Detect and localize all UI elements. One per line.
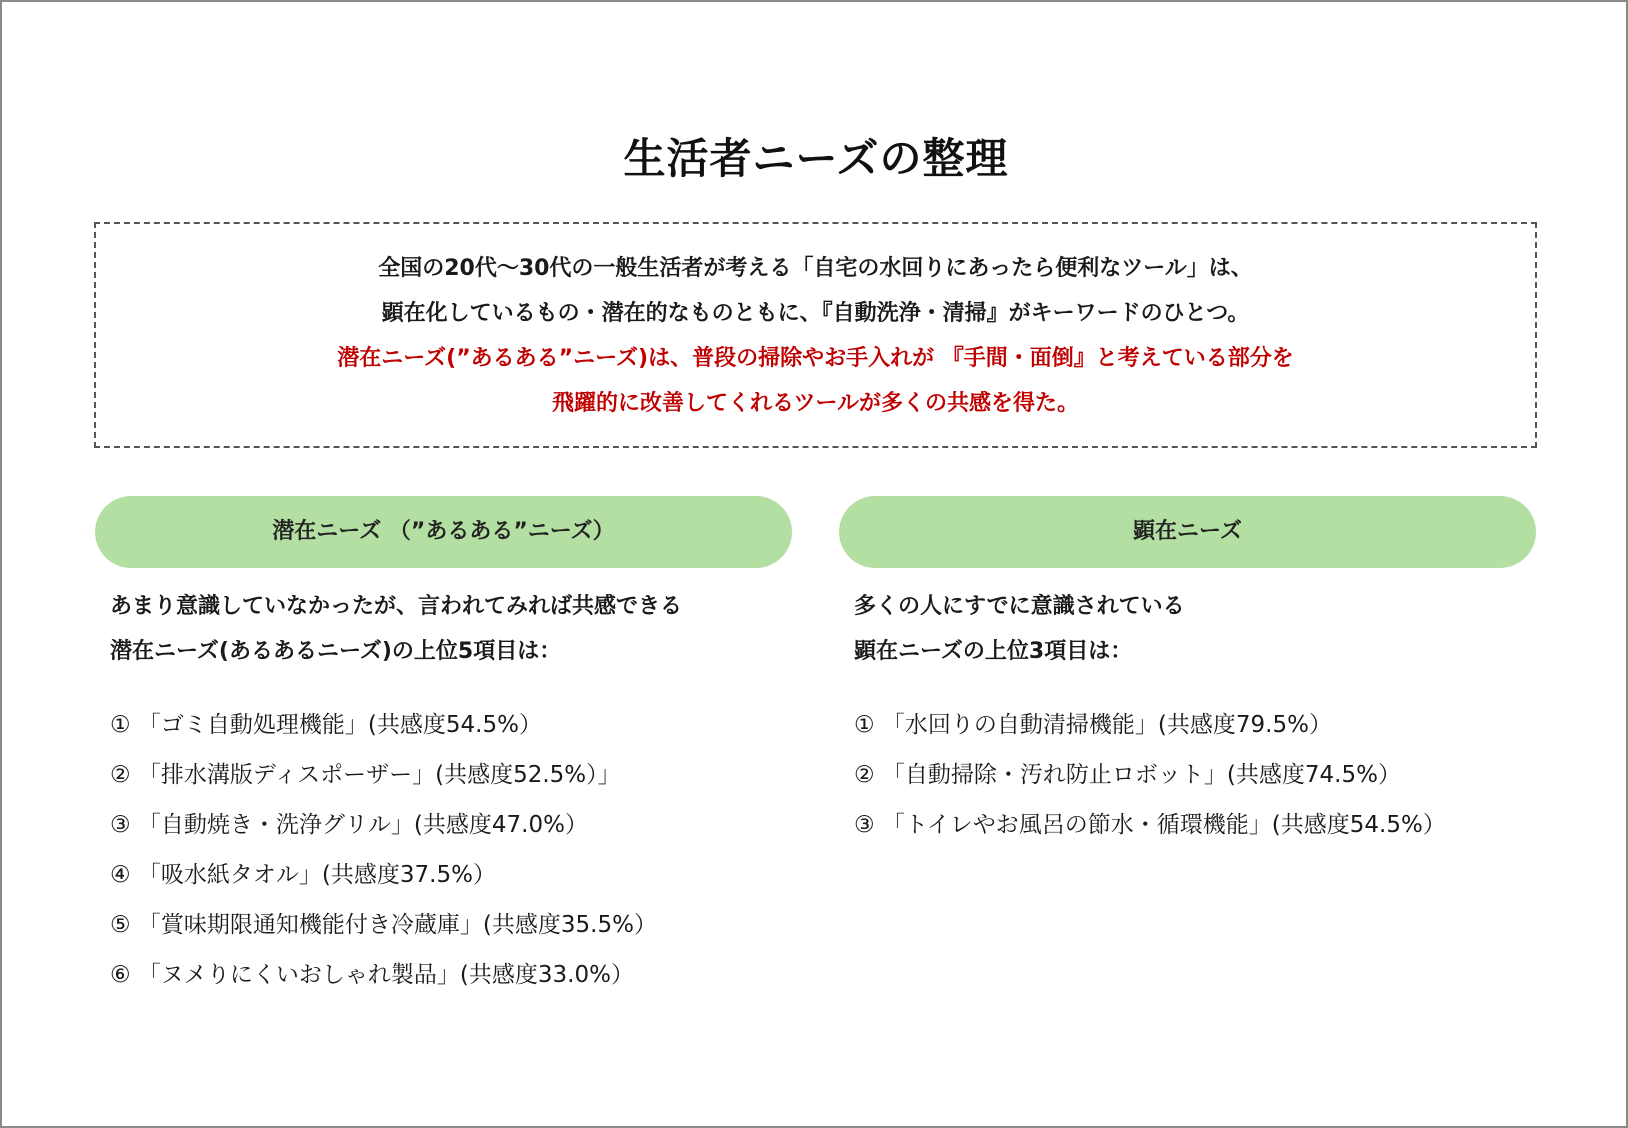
summary-highlight-line-2: 飛躍的に改善してくれるツールが多くの共感を得た。 — [551, 391, 1080, 416]
summary-line-1: 全国の20代～30代の一般生活者が考える「自宅の水回りにあったら便利なツール」は、 — [378, 256, 1253, 281]
manifest-list-item: ③ 「トイレやお風呂の節水・循環機能」(共感度54.5%） — [854, 812, 1446, 838]
latent-list-item: ② 「排水溝版ディスポーザー」(共感度52.5%）」 — [110, 762, 621, 788]
manifest-needs-header: 顕在ニーズ — [839, 496, 1536, 568]
page-title: 生活者ニーズの整理 — [623, 134, 1009, 183]
latent-intro-line-2: 潜在ニーズ(あるあるニーズ)の上位5項目は： — [110, 639, 562, 664]
manifest-intro-line-1: 多くの人にすでに意識されている — [854, 594, 1185, 619]
latent-list-item: ⑤ 「賞味期限通知機能付き冷蔵庫」(共感度35.5%） — [110, 912, 657, 938]
latent-list-item: ④ 「吸水紙タオル」(共感度37.5%） — [110, 862, 496, 888]
manifest-list-item: ① 「水回りの自動清掃機能」(共感度79.5%） — [854, 712, 1332, 738]
latent-needs-header: 潜在ニーズ （”あるある”ニーズ） — [95, 496, 792, 568]
latent-list-item: ③ 「自動焼き・洗浄グリル」(共感度47.0%） — [110, 812, 588, 838]
latent-list-item: ① 「ゴミ自動処理機能」(共感度54.5%） — [110, 712, 542, 738]
latent-list-item: ⑥ 「ヌメりにくいおしゃれ製品」(共感度33.0%） — [110, 962, 634, 988]
summary-line-2: 顕在化しているもの・潜在的なものともに、『自動洗浄・清掃』がキーワードのひとつ。 — [381, 301, 1250, 326]
summary-highlight-line-1: 潜在ニーズ(”あるある”ニーズ)は、普段の掃除やお手入れが 『手間・面倒』と考えている部分を — [337, 346, 1294, 371]
summary-box — [94, 222, 1537, 448]
manifest-list-item: ② 「自動掃除・汚れ防止ロボット」(共感度74.5%） — [854, 762, 1401, 788]
manifest-intro-line-2: 顕在ニーズの上位3項目は： — [854, 639, 1133, 664]
latent-intro-line-1: あまり意識していなかったが、言われてみれば共感できる — [110, 594, 683, 619]
